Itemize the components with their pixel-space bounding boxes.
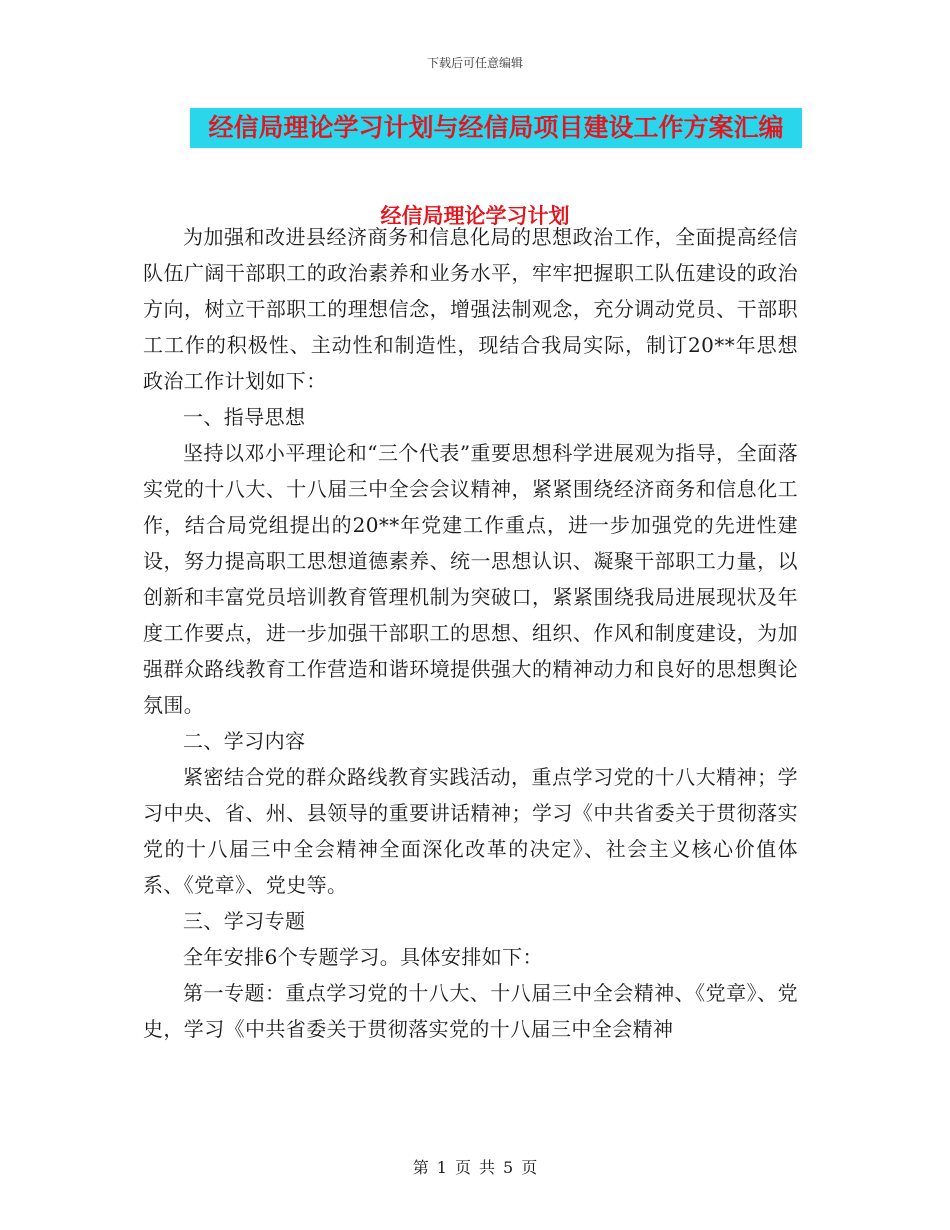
header-note: 下载后可任意编辑 — [426, 56, 523, 70]
heading-study-content: 二、学习内容 — [183, 729, 306, 753]
document-body — [143, 219, 798, 1047]
heading-study-topics: 三、学习专题 — [183, 909, 306, 933]
paragraph-topics-overview: 全年安排6个专题学习。具体安排如下： — [183, 945, 543, 969]
main-title-highlight — [190, 108, 802, 148]
paragraph-intro: 为加强和改进县经济商务和信息化局的思想政治工作，全面提高经信队伍广阔干部职工的政治素养和业务水平，牢牢把握职工队伍建设的政治方向，树立干部职工的理想信念，增强法制观念，充分调动党员、干部职工工作的积极性、主动性和制造性，现结合我局实际，制订20**年思想政治工作计划如下： — [143, 225, 798, 393]
paragraph-guiding-ideology: 坚持以邓小平理论和“三个代表”重要思想科学进展观为指导，全面落实党的十八大、十八届三中全会会议精神，紧紧围绕经济商务和信息化工作，结合局党组提出的20**年党建工作重点，进一步加强党的先进性建设，努力提高职工思想道德素养、统一思想认识、凝聚干部职工力量，以创新和丰富党员培训教育管理机制为突破口，紧紧围绕我局进展现状及年度工作要点，进一步加强干部职工的思想、组织、作风和制度建设，为加强群众路线教育工作营造和谐环境提供强大的精神动力和良好的思想舆论氛围。 — [143, 441, 798, 717]
footer-total-prefix: 共 — [479, 1158, 496, 1177]
page-footer — [0, 1155, 950, 1178]
main-title: 经信局理论学习计划与经信局项目建设工作方案汇编 — [208, 113, 784, 142]
footer-total-pages: 5 — [503, 1158, 514, 1177]
footer-page-number: 1 — [436, 1158, 447, 1177]
footer-page-prefix: 第 — [412, 1158, 429, 1177]
paragraph-study-content: 紧密结合党的群众路线教育实践活动，重点学习党的十八大精神；学习中央、省、州、县领导的重要讲话精神；学习《中共省委关于贯彻落实党的十八届三中全会精神全面深化改革的决定》、社会主义核心价值体系、《党章》、党史等。 — [143, 765, 798, 897]
footer-page-unit: 页 — [454, 1158, 471, 1177]
paragraph-topic-one: 第一专题：重点学习党的十八大、十八届三中全会精神、《党章》、党史，学习《中共省委关于贯彻落实党的十八届三中全会精神 — [143, 981, 798, 1041]
footer-total-unit: 页 — [521, 1158, 538, 1177]
heading-guiding-ideology: 一、指导思想 — [183, 405, 306, 429]
section-title: 经信局理论学习计划 — [380, 204, 570, 228]
